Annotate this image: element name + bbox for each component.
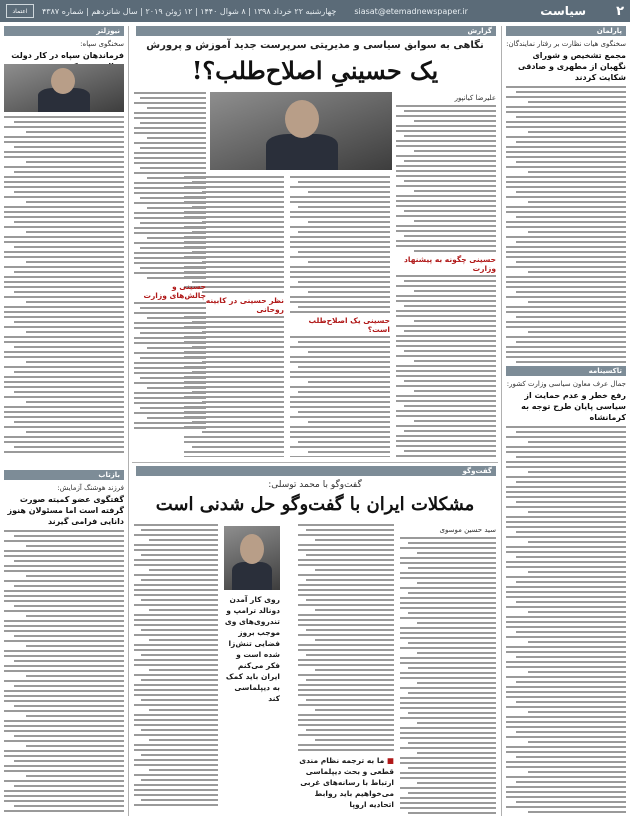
left-column-article-2 [4, 482, 124, 813]
article-kicker: سخنگوی هیات نظارت بر رفتار نمایندگان: [506, 40, 626, 48]
main-col-1 [396, 92, 496, 457]
main-subhead-4: حسینی و چالش‌های وزارت [143, 282, 206, 300]
photo-tavassoli [224, 526, 280, 590]
section-head-parliament: پارلمان [506, 26, 626, 36]
interview-title: مشکلات ایران با گفت‌وگو حل شدنی است [155, 494, 475, 515]
article-headline-2: رفع خطر و عدم حمایت از سیاسی پایان طرح توجه به کرمانشاه [521, 391, 626, 422]
left-kicker: سخنگوی سپاه: [80, 40, 124, 48]
issue-info: چهارشنبه ۲۲ خرداد ۱۳۹۸ | ۸ شوال ۱۴۴۰ | ۱۲ ژوئن ۲۰۱۹ | سال شانزدهم | شماره ۴۳۸۷ [42, 6, 337, 16]
interview-col-3 [134, 524, 218, 814]
left-kicker-2: فرزند هوشنگ آزمایش: [57, 484, 124, 492]
main-kicker: نگاهی به سوابق سیاسی و مدیریتی سرپرست جدید آموزش و پرورش [146, 40, 484, 51]
article-body [506, 86, 626, 363]
section-head-interview: گفت‌وگو [136, 466, 496, 476]
bullet-icon: ■ [384, 756, 394, 765]
section-head-newsletter: نیوزلتر [4, 26, 124, 36]
email-address: siasat@etemadnewspaper.ir [354, 6, 468, 16]
column-rule-left [128, 26, 129, 816]
interview-kicker: گفت‌وگو با محمد توسلی: [268, 480, 362, 490]
column-rule-right [501, 26, 502, 816]
right-column-article [506, 38, 626, 363]
interview-callout-1: روی کار آمدن دونالد ترامپ و تندروی‌های وی موجب بروز فضایی تنش‌زا شده است و فکر می‌کنم ایران باید کمک به دیپلماسی کند [224, 595, 280, 703]
right-column-article-2 [506, 378, 626, 813]
section-head-reflection: بازتاب [4, 470, 124, 480]
main-col-4 [134, 92, 206, 457]
section-title: سیاست [540, 4, 586, 18]
section-head-report: گزارش [136, 26, 496, 36]
article-body-2 [506, 426, 626, 813]
newspaper-logo: اعتماد [6, 4, 34, 18]
photo-hosseini [210, 92, 392, 170]
main-subhead-3: نظر حسینی در کابینه روحانی [205, 296, 284, 314]
left-column-body [4, 116, 124, 461]
section-head-taxi: تاکسینامه [506, 366, 626, 376]
page-header [0, 0, 630, 22]
article-kicker-2: جمال عرف معاون سیاسی وزارت کشور: [506, 380, 626, 388]
section-divider [132, 462, 498, 463]
interview-byline: سید حسین موسوی [439, 526, 496, 534]
header-info [42, 7, 468, 16]
article-headline: مجمع تشخیص و شورای نگهبان از مطهری و صادقی شکایت کردند [517, 51, 626, 82]
left-headline-2: گفتگوی عضو کمیته صورت گرفته است اما مسئولان هنوز دانایی فرامی گیرند [7, 495, 124, 526]
page-number: ۲ [616, 3, 624, 19]
interview-callout-2: ■ ما به ترجمه نظام مندی قطعی و بحث دیپلماسی ارتباط با رسانه‌های غربی می‌خواهیم باید روابط اتحادیه اروپا [299, 756, 394, 809]
main-subhead-1: حسینی چگونه به پیشنهاد وزارت [404, 255, 496, 273]
main-col-2 [290, 176, 390, 457]
photo-spokesman [4, 64, 124, 112]
interview-col-2 [298, 524, 394, 814]
interview-col-1 [400, 524, 496, 814]
main-subhead-2: حسینی یک اصلاح‌طلب است؟ [308, 316, 390, 334]
main-title: یک حسینیِ اصلاح‌طلب؟! [191, 56, 439, 85]
main-byline: علیرضا کیانپور [454, 94, 496, 102]
left-headline: فرماندهان سپاه در کار دولت [11, 51, 124, 60]
